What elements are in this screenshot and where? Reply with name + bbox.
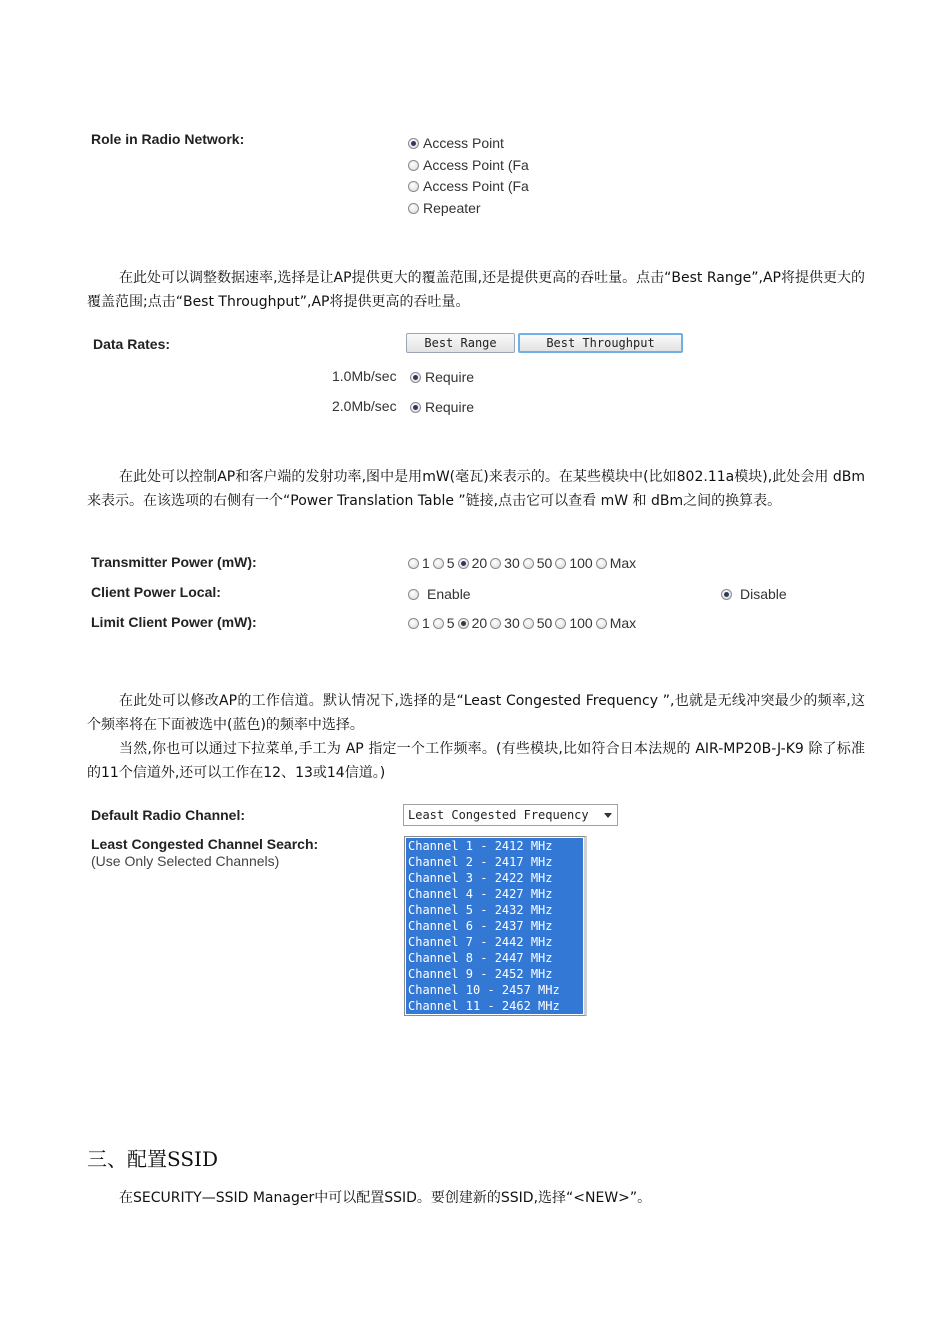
channel-option[interactable]: Channel 5 - 2432 MHz: [406, 902, 583, 918]
power-option-label: 50: [536, 555, 553, 571]
client-power-enable-label: Enable: [427, 586, 471, 602]
radio-checked-icon[interactable]: [410, 402, 421, 413]
section-heading: 三、配置SSID: [87, 1147, 218, 1171]
paragraph-text: 当然,你也可以通过下拉菜单,手工为 AP 指定一个工作频率。(有些模块,比如符合日本法规的 AIR-MP20B-J-K9 除了标准的11个信道外,还可以工作在12、13或14信道。): [87, 741, 865, 781]
least-congested-search-label: Least Congested Channel Search:: [91, 836, 319, 852]
data-rates-label: Data Rates:: [93, 336, 171, 352]
role-label: Role in Radio Network:: [91, 131, 245, 147]
radio-icon[interactable]: [408, 181, 419, 192]
rate-2-label: 2.0Mb/sec: [332, 398, 397, 414]
radio-checked-icon[interactable]: [458, 618, 469, 629]
power-option-50[interactable]: [523, 555, 553, 571]
power-option-label: 100: [569, 555, 593, 571]
channel-option[interactable]: Channel 4 - 2427 MHz: [406, 886, 583, 902]
radio-icon[interactable]: [408, 558, 419, 569]
power-option-label: Max: [609, 615, 637, 631]
radio-icon[interactable]: [523, 618, 534, 629]
best-throughput-button[interactable]: Best Throughput: [518, 333, 683, 353]
radio-icon[interactable]: [555, 618, 566, 629]
radio-icon[interactable]: [596, 558, 607, 569]
power-option-label: Max: [609, 555, 637, 571]
radio-checked-icon[interactable]: [410, 372, 421, 383]
client-power-disable-label: Disable: [740, 586, 787, 602]
radio-icon[interactable]: [408, 618, 419, 629]
power-option-label: 30: [504, 555, 520, 571]
role-option-access-point-fallback-2[interactable]: [408, 177, 529, 195]
rate-1-require-option[interactable]: [410, 368, 474, 386]
select-value: Least Congested Frequency: [408, 808, 589, 822]
paragraph-text: 在此处可以控制AP和客户端的发射功率,图中是用mW(毫瓦)来表示的。在某些模块中(比如802.11a模块),此处会用 dBm 来表示。在该选项的右侧有一个“Power Translation Table ”链接,点击它可以查看 mW 和 dBm之间的换算表。: [87, 469, 865, 509]
channel-option[interactable]: Channel 8 - 2447 MHz: [406, 950, 583, 966]
power-option-label: 50: [536, 615, 553, 631]
paragraph-ssid: [87, 1186, 865, 1210]
paragraph-data-rates: [87, 266, 865, 314]
channel-option[interactable]: Channel 10 - 2457 MHz: [406, 982, 583, 998]
channel-option[interactable]: Channel 3 - 2422 MHz: [406, 870, 583, 886]
radio-icon[interactable]: [408, 589, 419, 600]
default-radio-channel-select[interactable]: [403, 804, 618, 826]
transmitter-power-options: [408, 555, 636, 571]
channel-option[interactable]: Channel 7 - 2442 MHz: [406, 934, 583, 950]
power-option-50[interactable]: [523, 615, 553, 631]
power-option-5[interactable]: [433, 555, 455, 571]
radio-icon[interactable]: [555, 558, 566, 569]
power-option-30[interactable]: [490, 615, 520, 631]
power-option-label: 20: [471, 555, 488, 571]
transmitter-power-label: Transmitter Power (mW):: [91, 554, 257, 570]
channel-option[interactable]: Channel 2 - 2417 MHz: [406, 854, 583, 870]
chevron-down-icon[interactable]: [604, 813, 612, 818]
client-power-disable-option[interactable]: [721, 585, 787, 603]
power-option-label: 100: [569, 615, 593, 631]
power-option-label: 20: [471, 615, 488, 631]
channel-option[interactable]: Channel 1 - 2412 MHz: [406, 838, 583, 854]
radio-icon[interactable]: [596, 618, 607, 629]
power-option-100[interactable]: [555, 615, 592, 631]
power-option-label: 5: [446, 615, 455, 631]
power-option-1[interactable]: [408, 615, 430, 631]
power-option-1[interactable]: [408, 555, 430, 571]
least-congested-search-sublabel: (Use Only Selected Channels): [91, 853, 280, 869]
radio-checked-icon[interactable]: [458, 558, 469, 569]
paragraph-text: 在此处可以调整数据速率,选择是让AP提供更大的覆盖范围,还是提供更高的吞吐量。点击“Best Range”,AP将提供更大的覆盖范围;点击“Best Throughput”,AP将提供更高的吞吐量。: [87, 270, 865, 310]
power-option-max[interactable]: [596, 555, 636, 571]
power-option-20[interactable]: [458, 555, 488, 571]
client-power-enable-option[interactable]: [408, 585, 471, 603]
radio-icon[interactable]: [490, 618, 501, 629]
best-range-button[interactable]: Best Range: [406, 333, 515, 353]
default-radio-channel-label: Default Radio Channel:: [91, 807, 246, 823]
power-option-100[interactable]: [555, 555, 592, 571]
radio-icon[interactable]: [433, 618, 444, 629]
power-option-label: 30: [504, 615, 520, 631]
radio-icon[interactable]: [490, 558, 501, 569]
limit-client-power-options: [408, 615, 636, 631]
role-option-access-point[interactable]: [408, 134, 504, 152]
radio-icon[interactable]: [433, 558, 444, 569]
role-option-label: Access Point (Fa: [423, 178, 529, 194]
rate-2-require-option[interactable]: [410, 398, 474, 416]
role-option-access-point-fallback-1[interactable]: [408, 156, 529, 174]
power-option-20[interactable]: [458, 615, 488, 631]
role-option-label: Access Point (Fa: [423, 157, 529, 173]
paragraph-power: [87, 465, 865, 513]
paragraph-text: 在此处可以修改AP的工作信道。默认情况下,选择的是“Least Congested Frequency ”,也就是无线冲突最少的频率,这个频率将在下面被选中(蓝色)的频率中选择。: [87, 693, 865, 733]
radio-icon[interactable]: [408, 160, 419, 171]
rate-option-label: Require: [425, 369, 475, 385]
role-option-label: Repeater: [423, 200, 481, 216]
radio-icon[interactable]: [523, 558, 534, 569]
power-option-label: 5: [446, 555, 455, 571]
power-option-30[interactable]: [490, 555, 520, 571]
radio-icon[interactable]: [408, 203, 419, 214]
power-option-label: 1: [422, 555, 430, 571]
limit-client-power-label: Limit Client Power (mW):: [91, 614, 257, 630]
rate-1-label: 1.0Mb/sec: [332, 368, 397, 384]
role-option-label: Access Point: [423, 135, 504, 151]
channel-option[interactable]: Channel 11 - 2462 MHz: [406, 998, 583, 1014]
channel-listbox[interactable]: [404, 836, 587, 1016]
power-option-label: 1: [422, 615, 430, 631]
radio-checked-icon[interactable]: [408, 138, 419, 149]
role-option-repeater[interactable]: [408, 199, 481, 217]
channel-option[interactable]: Channel 9 - 2452 MHz: [406, 966, 583, 982]
radio-checked-icon[interactable]: [721, 589, 732, 600]
paragraph-text: 在SECURITY—SSID Manager中可以配置SSID。要创建新的SSID,选择“<NEW>”。: [119, 1190, 652, 1206]
rate-option-label: Require: [425, 399, 475, 415]
power-option-max[interactable]: [596, 615, 636, 631]
client-power-local-label: Client Power Local:: [91, 584, 221, 600]
channel-option[interactable]: Channel 6 - 2437 MHz: [406, 918, 583, 934]
paragraph-channel: [87, 689, 865, 785]
power-option-5[interactable]: [433, 615, 455, 631]
